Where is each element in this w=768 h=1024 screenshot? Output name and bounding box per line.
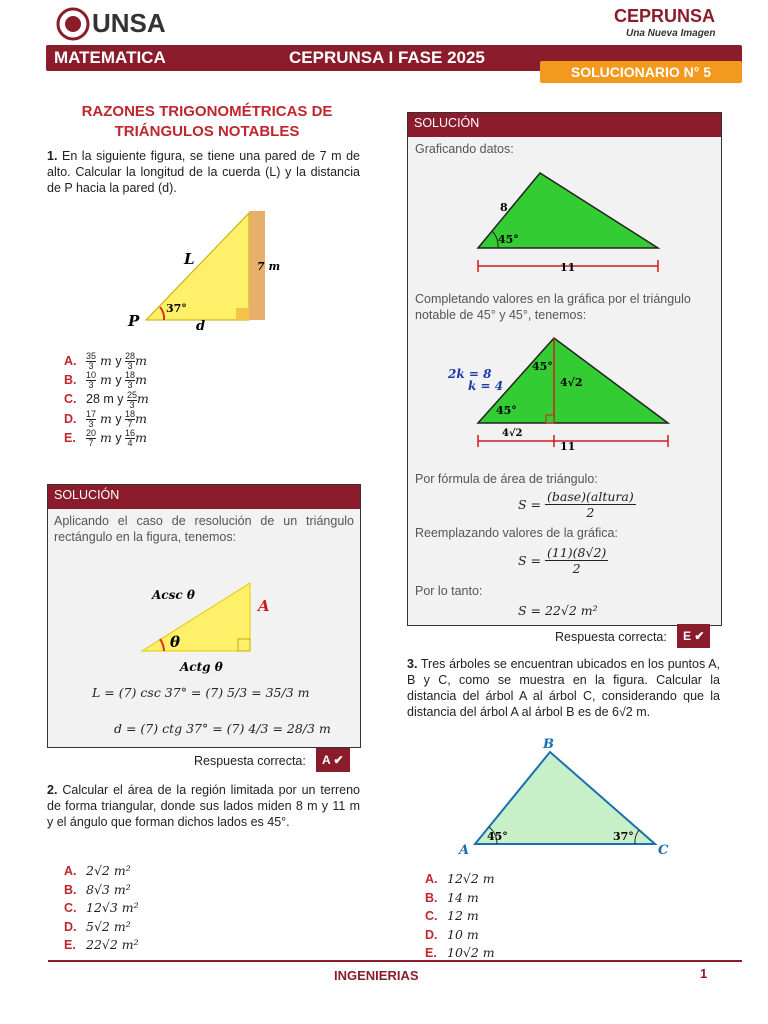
q2-option-a[interactable]: A. 2√2 m²: [64, 863, 131, 878]
sol1-fig-base: Actg θ: [180, 660, 223, 674]
ceprunsa-logo: CEPRUNSA Una Nueva Imagen: [614, 6, 716, 39]
q1-fig-P: P: [128, 312, 140, 330]
q2-options: [64, 862, 264, 955]
q2-option-c[interactable]: C. 12√3 m²: [64, 900, 139, 915]
svg-text:45°: 45°: [498, 233, 519, 246]
q3-figure: [455, 734, 675, 864]
question-3: 3. Tres árboles se encuentran ubicados en los puntos A, B y C, como se muestra en la figura. Calcular la distancia del árbol A al árbol C, considerando que la distancia del árbol A al árbol B es de 6√2 m.: [407, 657, 720, 719]
solution-2-header: SOLUCIÓN: [408, 113, 721, 137]
svg-text:37°: 37°: [613, 830, 634, 843]
svg-text:2k = 8: 2k = 8: [448, 367, 492, 381]
solution-1-eq1: L = (7) csc 37° = (7) 5/3 = 35/3 m: [92, 685, 310, 700]
sol1-fig-hyp: Acsc θ: [152, 588, 195, 602]
q1-fig-d: d: [196, 319, 206, 334]
q3-option-c[interactable]: C. 12 m: [425, 908, 479, 923]
svg-text:C: C: [658, 843, 669, 858]
answer-1-label: Respuesta correcta:: [194, 754, 306, 768]
solution-2-t1: Graficando datos:: [415, 142, 514, 156]
solution-2-formula-2: S = $\frac{(11)(8√2)}{2}$: [518, 545, 607, 576]
answer-2-badge: E ✔: [677, 624, 710, 648]
solution-1-box: [47, 484, 361, 748]
q1-options: [64, 352, 264, 448]
q3-options: [425, 870, 625, 963]
footer-line: [48, 960, 742, 962]
q3-option-d[interactable]: D. 10 m: [425, 926, 479, 942]
svg-text:45°: 45°: [532, 360, 553, 373]
svg-text:8: 8: [500, 201, 508, 214]
q1-figure: [124, 208, 281, 338]
svg-text:A: A: [459, 843, 470, 858]
svg-text:45°: 45°: [496, 404, 517, 417]
solution-2-t2: Completando valores en la gráfica por el triángulo notable de 45° y 45°, tenemos:: [415, 292, 691, 322]
q1-option-b[interactable]: B. $\frac{10}{3}$ m y $\frac{18}{3}$ m: [64, 370, 147, 391]
q3-option-b[interactable]: B. 14 m: [425, 889, 479, 905]
phase-title: CEPRUNSA I FASE 2025: [289, 48, 485, 67]
q2-option-e[interactable]: E. 22√2 m²: [64, 937, 139, 952]
section-title: RAZONES TRIGONOMÉTRICAS DE TRIÁNGULOS NOTABLES: [81, 103, 333, 140]
q2-option-b[interactable]: B. 8√3 m²: [64, 881, 131, 897]
solution-2-figure-1: [468, 163, 668, 278]
q3-option-e[interactable]: E. 10√2 m: [425, 945, 495, 960]
q1-option-a[interactable]: A. $\frac{35}{3}$ m y $\frac{28}{3}$ m: [64, 351, 147, 372]
q1-option-c[interactable]: C. 28 m y $\frac{25}{3}$ m: [64, 389, 149, 410]
svg-text:11: 11: [560, 440, 576, 453]
answer-2-label: Respuesta correcta:: [555, 630, 667, 644]
solution-2-formula-3: S = 22√2 m²: [518, 603, 598, 618]
svg-text:B: B: [543, 737, 554, 752]
svg-text:4√2: 4√2: [502, 428, 523, 439]
q1-fig-h: 7 m: [257, 260, 281, 273]
footer-label: INGENIERIAS: [334, 968, 419, 983]
sol1-fig-leg: A: [258, 597, 270, 615]
solucionario-badge: SOLUCIONARIO N° 5: [540, 61, 742, 83]
solution-2-box: [407, 112, 722, 626]
sol1-fig-theta: θ: [170, 633, 181, 651]
q1-option-e[interactable]: E. $\frac{20}{7}$ m y $\frac{16}{4}$ m: [64, 428, 147, 449]
page-number: 1: [700, 966, 708, 981]
q3-option-a[interactable]: A. 12√2 m: [425, 871, 495, 886]
svg-text:45°: 45°: [487, 830, 508, 843]
q2-option-d[interactable]: D. 5√2 m²: [64, 918, 131, 934]
subject-title: MATEMATICA: [54, 48, 166, 67]
solution-2-t3: Por fórmula de área de triángulo:: [415, 472, 598, 486]
solution-1-figure: [138, 575, 328, 675]
svg-text:k = 4: k = 4: [468, 379, 504, 393]
solution-2-t4: Reemplazando valores de la gráfica:: [415, 526, 618, 540]
question-2: 2. Calcular el área de la región limitada por un terreno de forma triangular, donde sus lados miden 8 m y 11 m y el ángulo que forman dichos lados es 45°.: [47, 783, 360, 829]
unsa-logo: UNSA: [56, 6, 166, 42]
question-1: 1. En la siguiente figura, se tiene una pared de 7 m de alto. Calcular la longitud de la cuerda (L) y la distancia de P hacia la pared (d).: [47, 149, 360, 195]
answer-1-badge: A ✔: [316, 748, 350, 772]
solution-1-eq2: d = (7) ctg 37° = (7) 4/3 = 28/3 m: [114, 721, 331, 736]
q1-fig-L: L: [184, 250, 195, 268]
solution-2-t5: Por lo tanto:: [415, 584, 483, 598]
solution-1-header: SOLUCIÓN: [48, 485, 360, 509]
svg-text:4√2: 4√2: [560, 376, 583, 389]
solution-2-formula-1: S = (base)(altura) 2: [518, 489, 634, 520]
solution-1-text: Aplicando el caso de resolución de un triángulo rectángulo en la figura, tenemos:: [54, 514, 354, 544]
svg-text:11: 11: [560, 261, 576, 274]
q1-option-d[interactable]: D. $\frac{17}{3}$ m y $\frac{18}{7}$ m: [64, 408, 147, 429]
solution-2-figure-2: [448, 328, 678, 453]
q1-fig-angle: 37°: [166, 302, 187, 315]
